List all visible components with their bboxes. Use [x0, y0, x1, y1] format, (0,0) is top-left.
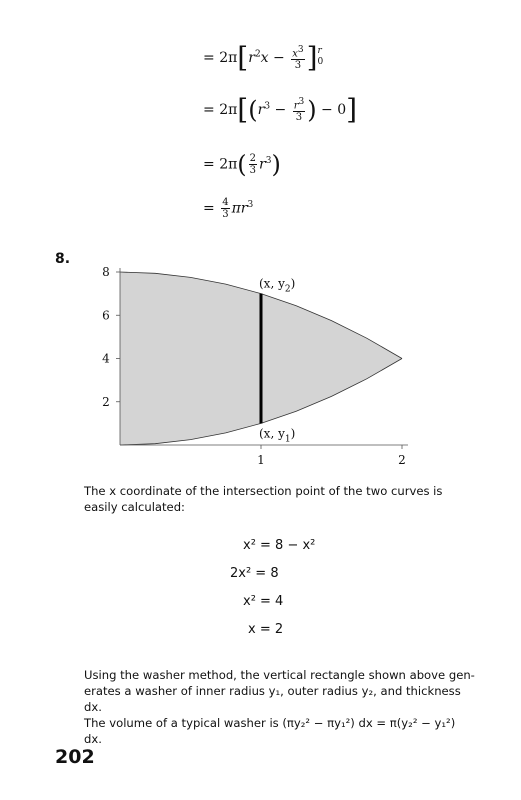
equation-4: x = 2 [248, 622, 284, 637]
y-tick-label-8: 8 [102, 265, 110, 279]
x-tick-label-2: 2 [398, 453, 406, 467]
paragraph-washer-line-2: erates a washer of inner radius y₁, outer radius y₂, and thickness dx. [84, 684, 461, 714]
y-tick-label-4: 4 [102, 351, 110, 366]
paragraph-washer-line-1: Using the washer method, the vertical rectangle shown above gen- [84, 668, 475, 682]
label-x-y1: (x, $y_1$) [259, 426, 296, 445]
equation-3: x² = 4 [243, 594, 284, 609]
y-tick-label-6: 6 [102, 308, 110, 323]
math-line-3: = 2π( $\frac{2}{3}$ $r^3$) [203, 150, 281, 179]
math-line-2: = $2\pi[(r^3$ − $\frac{r^3}{3}$ ) − 0] [203, 93, 358, 127]
equation-1: x² = 8 − x² [243, 538, 316, 553]
equation-2: 2x² = 8 [230, 566, 279, 581]
paragraph-washer [84, 667, 476, 747]
paragraph-intersection: The x coordinate of the intersection point of the two curves is easily calculated: [84, 484, 443, 514]
math-line-4: = $\frac{4}{3}$ $\pi r^3$ [203, 197, 254, 221]
region-chart [90, 258, 420, 468]
paragraph-washer-line-3: The volume of a typical washer is (πy₂² − πy₁²) dx = π(y₂² − y₁²) dx. [84, 716, 456, 746]
y-tick-label-2: 2 [102, 394, 110, 409]
label-x-y2: (x, $y_2$) [259, 276, 296, 295]
page-number: 202 [55, 746, 95, 768]
x-tick-label-1: 1 [257, 453, 265, 467]
problem-number: 8. [55, 251, 71, 267]
math-line-1: = $2\pi[r^2x$ − $\frac{x^3}{3}$ ] r 0 [203, 41, 324, 75]
